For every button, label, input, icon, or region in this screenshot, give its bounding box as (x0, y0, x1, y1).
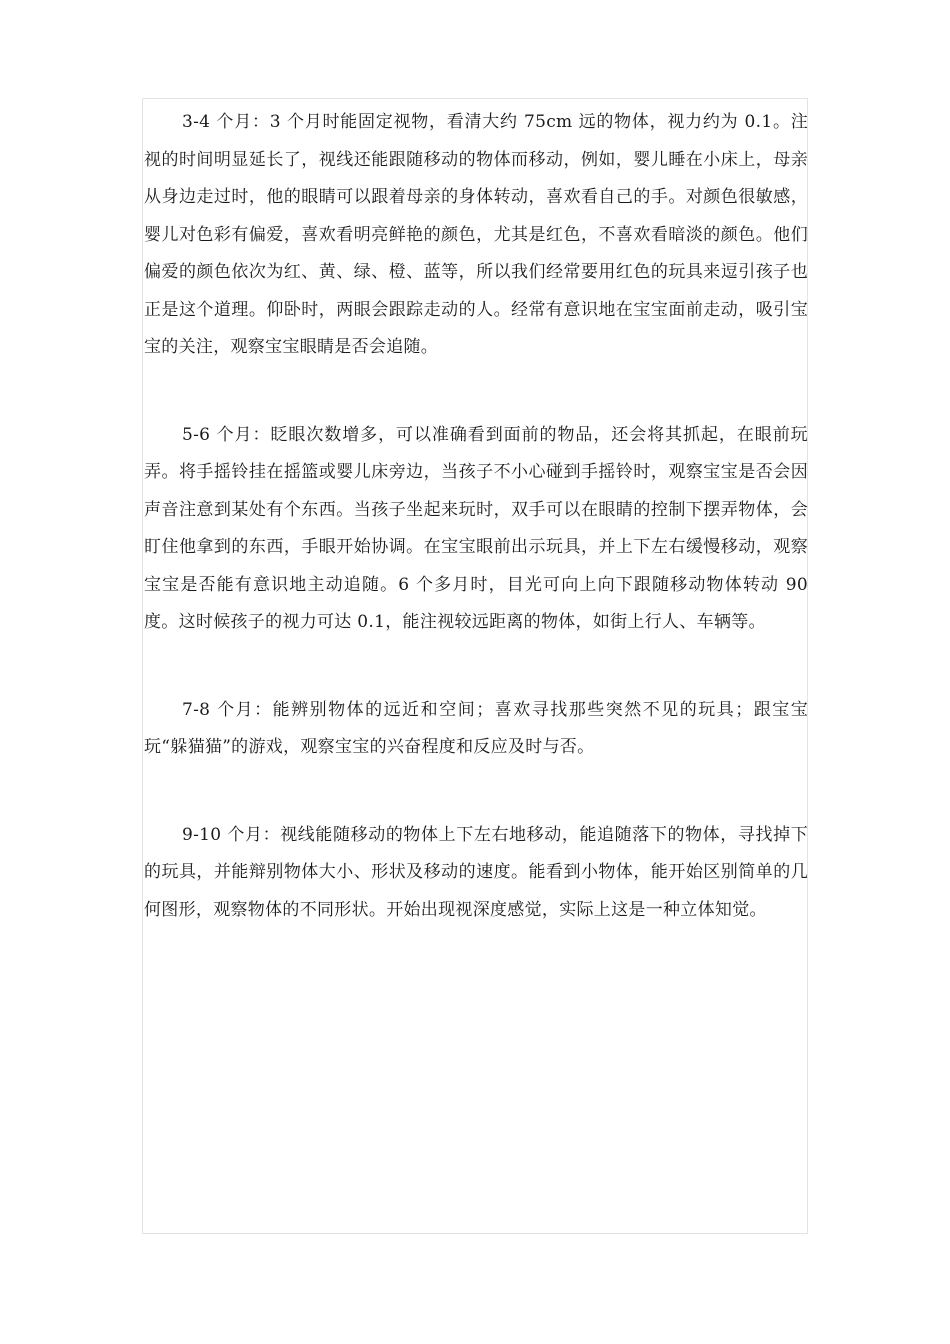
document-body (144, 104, 808, 979)
paragraph-9-10-months: 9-10 个月：视线能随移动的物体上下左右地移动，能追随落下的物体，寻找掉下的玩具，并能辩别物体大小、形状及移动的速度。能看到小物体，能开始区别简单的几何图形，观察物体的不同形状。开始出现视深度感觉，实际上这是一种立体知觉。 (144, 824, 808, 920)
paragraph-3-4-months: 3-4 个月：3 个月时能固定视物，看清大约 75cm 远的物体，视力约为 0.1。注视的时间明显延长了，视线还能跟随移动的物体而移动，例如，婴儿睡在小床上，母亲从身边走过时，他的眼睛可以跟着母亲的身体转动，喜欢看自己的手。对颜色很敏感，婴儿对色彩有偏爱，喜欢看明亮鲜艳的颜色，尤其是红色，不喜欢看暗淡的颜色。他们偏爱的颜色依次为红、黄、绿、橙、蓝等，所以我们经常要用红色的玩具来逗引孩子也正是这个道理。仰卧时，两眼会跟踪走动的人。经常有意识地在宝宝面前走动，吸引宝宝的关注，观察宝宝眼睛是否会追随。 (144, 112, 808, 357)
paragraph-7-8-months: 7-8 个月：能辨别物体的远近和空间；喜欢寻找那些突然不见的玩具；跟宝宝玩“躲猫猫”的游戏，观察宝宝的兴奋程度和反应及时与否。 (144, 699, 808, 757)
paragraph-5-6-months: 5-6 个月：眨眼次数增多，可以准确看到面前的物品，还会将其抓起，在眼前玩弄。将手摇铃挂在摇篮或婴儿床旁边，当孩子不小心碰到手摇铃时，观察宝宝是否会因声音注意到某处有个东西。当孩子坐起来玩时，双手可以在眼睛的控制下摆弄物体，会盯住他拿到的东西，手眼开始协调。在宝宝眼前出示玩具，并上下左右缓慢移动，观察宝宝是否能有意识地主动追随。6 个多月时，目光可向上向下跟随移动物体转动 90 度。这时候孩子的视力可达 0.1，能注视较远距离的物体，如街上行人、车辆等。 (144, 424, 808, 632)
